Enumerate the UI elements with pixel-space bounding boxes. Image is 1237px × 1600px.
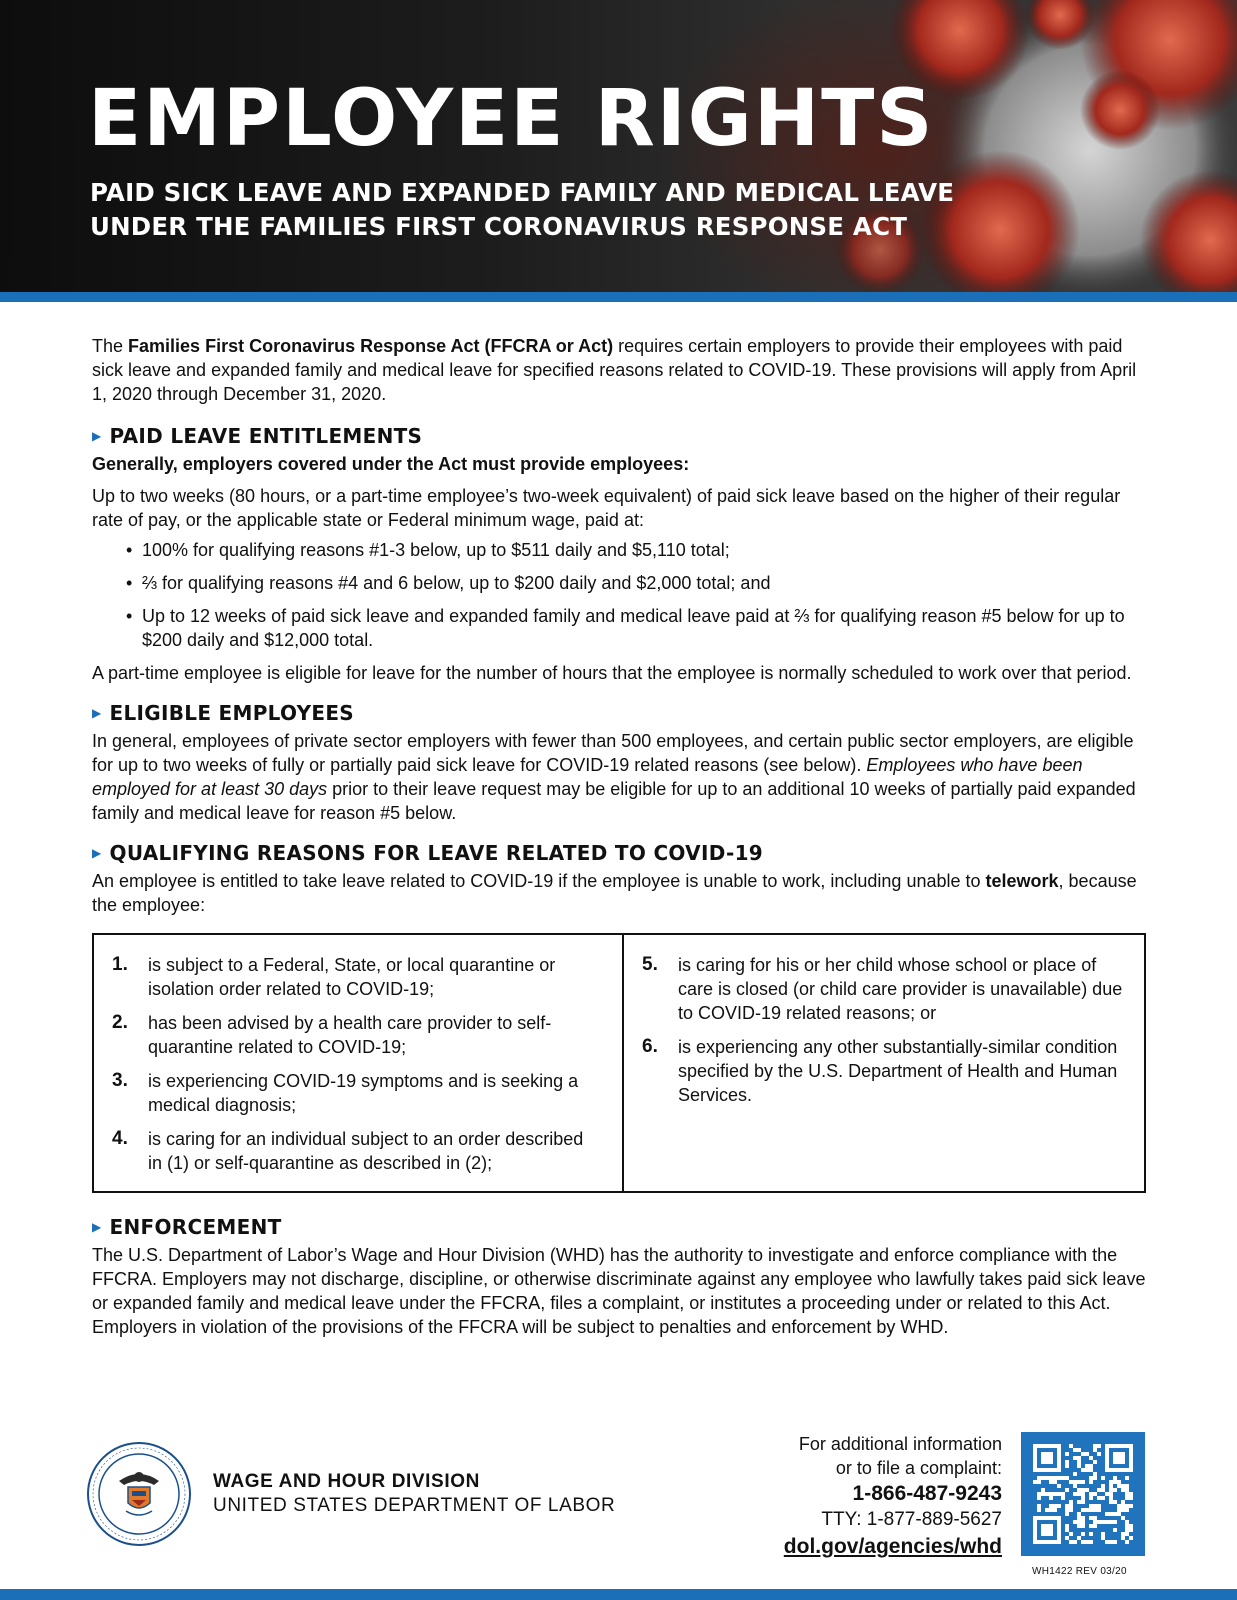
reason-item [642,953,1124,1025]
reason-item [112,1011,602,1059]
reason-text: is experiencing COVID-19 symptoms and is seeking a medical diagnosis; [148,1071,579,1115]
reason-item [112,1127,602,1175]
reason-number: 6. [642,1036,658,1057]
qualifying-text-2: , because the employee: [92,871,1137,915]
qr-code[interactable] [1021,1432,1145,1556]
section-title: ELIGIBLE EMPLOYEES [109,701,355,725]
reason-item [112,953,602,1001]
agency-line-1: WAGE AND HOUR DIVISION [213,1471,480,1492]
paid-leave-subhead: Generally, employers covered under the Act must provide employees: [92,454,690,474]
qualifying-paragraph [92,869,1152,917]
phone-number[interactable]: 1-866-487-9243 [852,1482,1002,1505]
reason-number: 1. [112,954,128,975]
intro-prefix: The [92,336,129,356]
eligible-text-2: prior to their leave request may be eligible for up to an additional 10 weeks of partially paid expanded family and medical leave for reason #5 below. [92,779,1136,823]
tty-number[interactable]: TTY: 1-877-889-5627 [821,1509,1002,1530]
triangle-bullet-icon: ▶ [92,1220,102,1234]
triangle-bullet-icon: ▶ [92,706,102,720]
reason-item [642,1035,1124,1107]
act-name: Families First Coronavirus Response Act (FFCRA or Act) [128,336,614,356]
qualifying-heading [92,841,1152,865]
list-item: • ⅔ for qualifying reasons #4 and 6 below, up to $200 daily and $2,000 total; and [126,571,1152,595]
enforcement-text: The U.S. Department of Labor’s Wage and Hour Division (WHD) has the authority to investigate and enforce compliance with the FFCRA. Employers may not discharge, discipline, or otherwise discriminate against any employee who lawfully takes paid sick leave or expanded family and medical leave under the FFCRA, files a complaint, or institutes a proceeding under or related to this Act. Employers in violation of the provisions of the FFCRA will be subject to penalties and enforcement by WHD. [92,1245,1146,1337]
reason-text: has been advised by a health care provider to self-quarantine related to COVID-19; [148,1013,552,1057]
intro-paragraph [92,334,1152,406]
reason-number: 4. [112,1128,128,1149]
list-item: • 100% for qualifying reasons #1-3 below, up to $511 daily and $5,110 total; [126,538,1152,562]
subtitle-line-2: UNDER THE FAMILIES FIRST CORONAVIRUS RESPONSE ACT [90,212,908,241]
triangle-bullet-icon: ▶ [92,846,102,860]
reasons-left-column [94,935,624,1191]
reason-item [112,1069,602,1117]
eligible-text: In general, employees of private sector employers with fewer than 500 employees, and certain public sector employers, are eligible for up to two weeks of fully or partially paid sick leave for COVID-19 related reasons (see below). [92,731,1134,775]
paid-leave-heading [92,424,1152,448]
eligible-italic: Employees who have been employed for at least 30 days [92,755,1083,799]
intro-text: requires certain employers to provide their employees with paid sick leave and expanded family and medical leave for specified reasons related to COVID-19. These provisions will apply from April 1, 2020 through December 31, 2020. [92,336,1137,404]
header-banner [0,0,1237,292]
part-time-note: A part-time employee is eligible for leave for the number of hours that the employee is normally scheduled to work over that period. [92,663,1132,683]
contact-block [784,1432,1002,1562]
enforcement-heading [92,1215,1152,1239]
dol-seal-logo [86,1441,192,1547]
page-subtitle [90,176,954,244]
form-code: WH1422 REV 03/20 [1032,1566,1127,1577]
reasons-box [92,933,1146,1193]
reason-text: is caring for an individual subject to an order described in (1) or self-quarantine as described in (2); [148,1129,584,1173]
top-accent-bar [0,292,1237,302]
telework-bold: telework [985,871,1059,891]
agency-line-2: UNITED STATES DEPARTMENT OF LABOR [213,1495,616,1516]
paid-leave-text: Up to two weeks (80 hours, or a part-time employee’s two-week equivalent) of paid sick leave based on the higher of their regular rate of pay, or the applicable state or Federal minimum wage, paid at: [92,486,1121,530]
page-title: EMPLOYEE RIGHTS [88,74,935,164]
reasons-right-column [624,935,1144,1191]
triangle-bullet-icon: ▶ [92,429,102,443]
reason-text: is experiencing any other substantially-similar condition specified by the U.S. Department of Health and Human Services. [678,1037,1118,1105]
contact-line-2: or to file a complaint: [835,1458,1002,1478]
reason-number: 2. [112,1012,128,1033]
reason-text: is caring for his or her child whose school or place of care is closed (or child care provider is unavailable) due to COVID-19 related reasons; or [678,955,1123,1023]
eligible-heading [92,701,1152,725]
reason-number: 5. [642,954,658,975]
website-link[interactable]: dol.gov/agencies/whd [783,1535,1002,1558]
list-item: • Up to 12 weeks of paid sick leave and expanded family and medical leave paid at ⅔ for qualifying reason #5 below for up to $200 daily and $12,000 total. [126,604,1152,652]
poster-body [92,334,1152,1339]
reason-number: 3. [112,1070,128,1091]
bottom-accent-bar [0,1589,1237,1600]
section-title: PAID LEAVE ENTITLEMENTS [109,424,423,448]
reason-text: is subject to a Federal, State, or local quarantine or isolation order related to COVID-19; [148,955,556,999]
section-title: QUALIFYING REASONS FOR LEAVE RELATED TO COVID-19 [109,841,764,865]
agency-name [213,1470,615,1518]
qr-code-icon [1033,1444,1133,1544]
eligible-paragraph [92,729,1152,825]
section-title: ENFORCEMENT [109,1215,282,1239]
paid-leave-bullets [126,538,1152,652]
subtitle-line-1: PAID SICK LEAVE AND EXPANDED FAMILY AND MEDICAL LEAVE [90,178,955,207]
contact-line-1: For additional information [798,1434,1002,1454]
qualifying-text: An employee is entitled to take leave related to COVID-19 if the employee is unable to work, including unable to [92,871,986,891]
